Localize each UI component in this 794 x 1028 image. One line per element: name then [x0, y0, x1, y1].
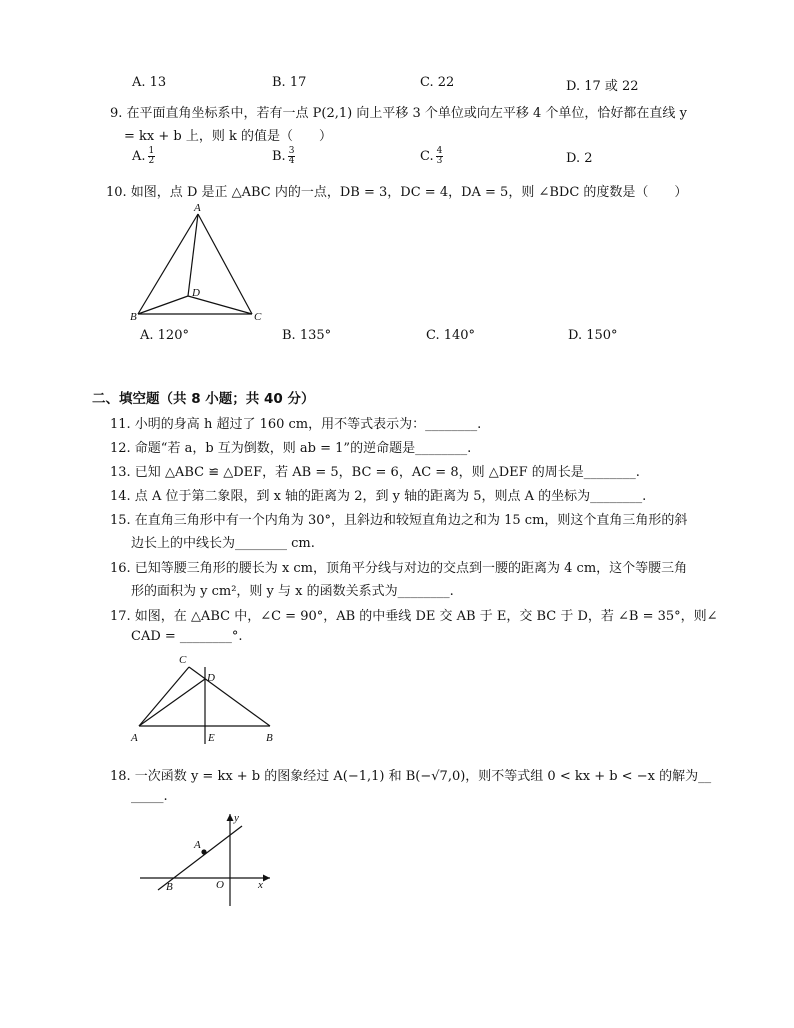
label-a: A: [131, 732, 138, 744]
q9-option-d: D. 2: [566, 151, 593, 166]
q8-option-a: A. 13: [132, 75, 167, 90]
label-o: O: [216, 879, 224, 891]
q17-triangle-figure: [125, 650, 285, 746]
label-c: C: [254, 311, 262, 323]
point-a: [201, 849, 206, 854]
label-d: D: [192, 287, 200, 299]
q8-option-b: B. 17: [272, 75, 307, 90]
q10-option-d: D. 150°: [568, 328, 618, 343]
fraction: $\frac{4}{3}$: [436, 146, 443, 166]
q18-graph-figure: [130, 808, 280, 910]
q16-line2: 形的面积为 y cm²，则 y 与 x 的函数关系式为________.: [131, 584, 454, 599]
section-heading: 二、填空题（共 8 小题；共 40 分）: [92, 391, 315, 407]
q18-line2: _____.: [131, 789, 168, 804]
q17-line2: CAD = ________°.: [131, 629, 243, 644]
label-e: E: [208, 732, 215, 744]
q10-triangle-figure: [128, 200, 268, 326]
fraction: $\frac{1}{2}$: [148, 146, 155, 166]
label-a: A: [194, 839, 201, 851]
q9-option-c: C. $\frac{4}{3}$: [420, 146, 443, 166]
q13: 13. 已知 △ABC ≌ △DEF，若 AB = 5，BC = 6，AC = 8，则 △DEF 的周长是________.: [110, 465, 640, 480]
q9-option-a: A. $\frac{1}{2}$: [132, 146, 155, 166]
q12: 12. 命题“若 a，b 互为倒数，则 ab = 1”的逆命题是________.: [110, 441, 472, 456]
q15-line1: 15. 在直角三角形中有一个内角为 30°，且斜边和较短直角边之和为 15 cm，则这个直角三角形的斜: [110, 513, 688, 528]
q15-line2: 边长上的中线长为________ cm.: [131, 536, 315, 551]
q10-option-b: B. 135°: [282, 328, 332, 343]
q16-line1: 16. 已知等腰三角形的腰长为 x cm，顶角平分线与对边的交点到一腰的距离为 4 cm，这个等腰三角: [110, 561, 688, 576]
label-c: C: [179, 654, 187, 666]
q9-stem-line1: 9. 在平面直角坐标系中，若有一点 P(2,1) 向上平移 3 个单位或向左平移 4 个单位，恰好都在直线 y: [110, 106, 687, 121]
label-y: y: [234, 812, 239, 824]
label-b: B: [266, 732, 273, 744]
label-x: x: [258, 879, 263, 891]
q14: 14. 点 A 位于第二象限，到 x 轴的距离为 2，到 y 轴的距离为 5，则点 A 的坐标为________.: [110, 489, 647, 504]
q10-stem: 10. 如图，点 D 是正 △ABC 内的一点，DB = 3，DC = 4，DA = 5，则 ∠BDC 的度数是（ ）: [106, 185, 688, 200]
q17-line1: 17. 如图，在 △ABC 中，∠C = 90°，AB 的中垂线 DE 交 AB 于 E，交 BC 于 D，若 ∠B = 35°，则∠: [110, 609, 718, 624]
q18-line1: 18. 一次函数 y = kx + b 的图象经过 A(−1,1) 和 B(−√7,0)，则不等式组 0 < kx + b < −x 的解为__: [110, 769, 712, 784]
q9-stem-line2: = kx + b 上，则 k 的值是（ ）: [124, 129, 332, 144]
label-d: D: [207, 672, 215, 684]
q8-option-d: D. 17 或 22: [566, 79, 639, 94]
q11: 11. 小明的身高 h 超过了 160 cm，用不等式表示为：________.: [110, 417, 482, 432]
label-b: B: [130, 311, 137, 323]
label-a: A: [194, 202, 201, 214]
q8-option-c: C. 22: [420, 75, 455, 90]
q10-option-c: C. 140°: [426, 328, 476, 343]
fraction: $\frac{3}{4}$: [288, 146, 295, 166]
q9-option-b: B. $\frac{3}{4}$: [272, 146, 295, 166]
q10-option-a: A. 120°: [140, 328, 189, 343]
label-b: B: [166, 881, 173, 893]
